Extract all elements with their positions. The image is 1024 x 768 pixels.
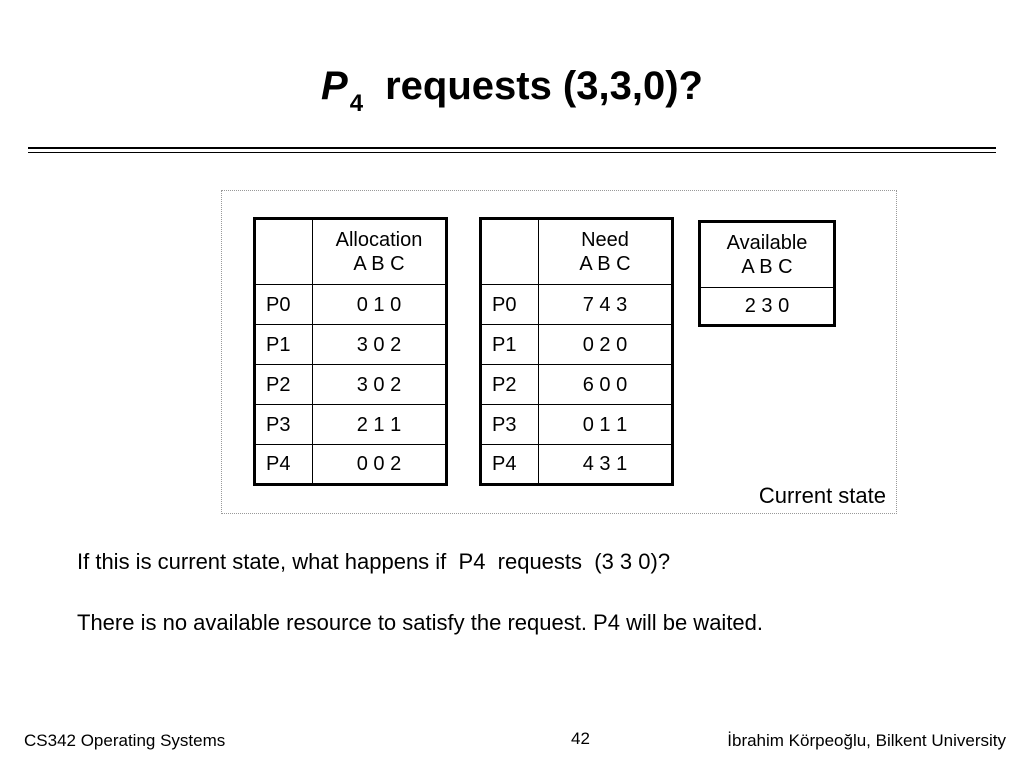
need-value: 7 4 3 xyxy=(539,285,673,325)
allocation-value: 0 0 2 xyxy=(313,445,447,485)
allocation-value: 0 1 0 xyxy=(313,285,447,325)
table-row xyxy=(255,325,447,365)
need-corner-cell xyxy=(481,219,539,285)
current-state-panel xyxy=(221,190,897,514)
allocation-header-columns: A B C xyxy=(353,253,405,275)
title-divider xyxy=(28,147,996,153)
footer-author: İbrahim Körpeoğlu, Bilkent University xyxy=(727,731,1006,750)
title-subscript: 4 xyxy=(349,90,364,117)
table-row xyxy=(481,365,673,405)
question-text: If this is current state, what happens if P4 requests (3 3 0)? xyxy=(77,549,671,574)
allocation-value: 2 1 1 xyxy=(313,405,447,445)
allocation-value: 3 0 2 xyxy=(313,365,447,405)
process-name: P1 xyxy=(255,325,313,365)
answer-text: There is no available resource to satisfy the request. P4 will be waited. xyxy=(77,610,764,635)
table-row xyxy=(481,325,673,365)
title-text: requests (3,3,0)? xyxy=(385,64,703,108)
process-name: P4 xyxy=(481,445,539,485)
process-name: P3 xyxy=(481,405,539,445)
process-name: P0 xyxy=(255,285,313,325)
footer-page-number: 42 xyxy=(571,729,590,748)
table-row xyxy=(255,285,447,325)
need-value: 4 3 1 xyxy=(539,445,673,485)
process-name: P1 xyxy=(481,325,539,365)
need-value: 0 2 0 xyxy=(539,325,673,365)
available-header-title: Available xyxy=(726,232,808,254)
process-name: P3 xyxy=(255,405,313,445)
process-name: P2 xyxy=(255,365,313,405)
need-header-columns: A B C xyxy=(579,253,631,275)
title-process-letter: P xyxy=(321,64,348,108)
available-value: 2 3 0 xyxy=(700,288,835,326)
table-row xyxy=(255,405,447,445)
process-name: P4 xyxy=(255,445,313,485)
available-table xyxy=(698,220,836,327)
allocation-corner-cell xyxy=(255,219,313,285)
table-row xyxy=(481,445,673,485)
allocation-value: 3 0 2 xyxy=(313,325,447,365)
need-header xyxy=(539,219,673,285)
process-name: P0 xyxy=(481,285,539,325)
need-value: 0 1 1 xyxy=(539,405,673,445)
process-name: P2 xyxy=(481,365,539,405)
allocation-header xyxy=(313,219,447,285)
need-header-title: Need xyxy=(581,229,629,251)
footer-course: CS342 Operating Systems xyxy=(24,731,226,750)
table-row xyxy=(481,405,673,445)
need-value: 6 0 0 xyxy=(539,365,673,405)
available-header xyxy=(700,222,835,288)
table-row xyxy=(255,445,447,485)
need-table xyxy=(479,217,674,486)
panel-caption: Current state xyxy=(758,483,886,508)
allocation-table xyxy=(253,217,448,486)
allocation-header-title: Allocation xyxy=(335,229,423,251)
table-row xyxy=(481,285,673,325)
slide-title xyxy=(0,58,1024,132)
table-row xyxy=(255,365,447,405)
available-header-columns: A B C xyxy=(741,256,793,278)
